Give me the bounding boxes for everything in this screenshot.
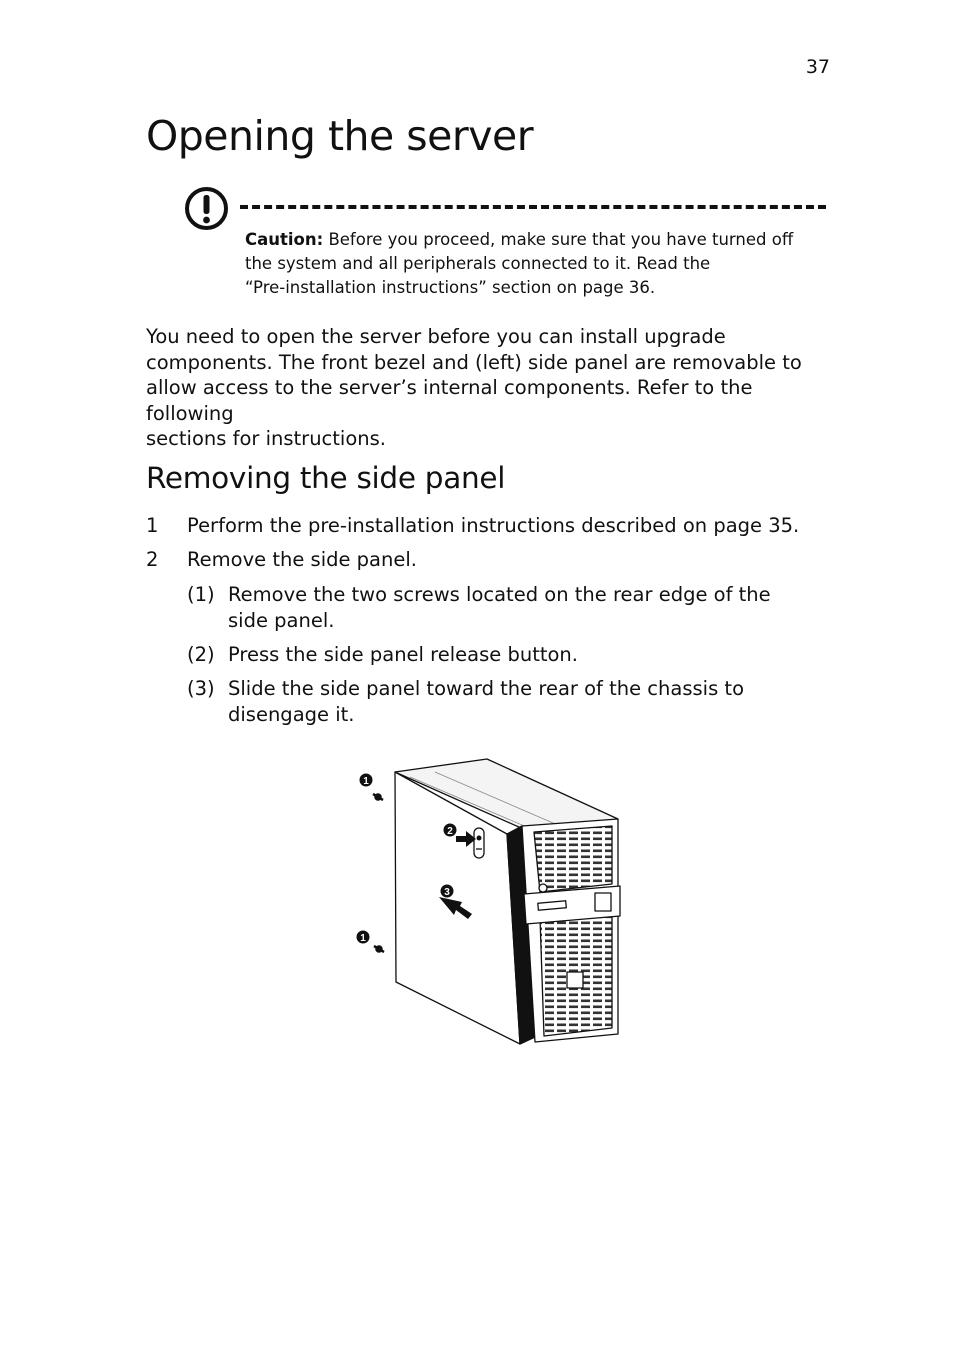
substep-number: (2) <box>187 643 215 666</box>
caution-divider <box>240 205 826 209</box>
page-title: Opening the server <box>146 112 534 160</box>
screw-icon <box>374 946 384 952</box>
screw-icon <box>373 794 383 800</box>
step-text: Perform the pre-installation instructions described on page 35. <box>187 514 800 537</box>
step-number: 1 <box>146 514 159 537</box>
intro-paragraph <box>146 324 846 452</box>
step-number: 2 <box>146 548 159 571</box>
step-item <box>146 513 846 539</box>
substep-text <box>228 582 771 633</box>
caution-label: Caution: <box>245 230 324 249</box>
substep-item <box>187 582 827 634</box>
exclamation-circle-icon <box>184 186 229 231</box>
substep-item <box>187 676 827 728</box>
step-item <box>146 547 846 573</box>
substep-line: disengage it. <box>228 702 355 726</box>
intro-line: You need to open the server before you can install upgrade <box>146 325 726 348</box>
substep-number: (1) <box>187 583 215 606</box>
intro-line: sections for instructions. <box>146 427 386 450</box>
substep-line: side panel. <box>228 608 335 632</box>
substep-number: (3) <box>187 677 215 700</box>
svg-text:2: 2 <box>447 826 453 837</box>
server-side-panel-illustration <box>340 752 630 1052</box>
intro-line: components. The front bezel and (left) side panel are removable to <box>146 350 802 374</box>
substep-item <box>187 642 827 668</box>
svg-text:1: 1 <box>360 933 366 944</box>
step-text: Remove the side panel. <box>187 548 417 571</box>
page-number: 37 <box>805 56 830 78</box>
section-heading: Removing the side panel <box>146 461 506 495</box>
intro-line: allow access to the server’s internal components. Refer to the following <box>146 376 753 425</box>
svg-text:3: 3 <box>444 887 450 898</box>
substep-text <box>228 676 744 727</box>
caution-text-line: “Pre-installation instructions” section on page 36. <box>245 278 656 297</box>
caution-text-line: Before you proceed, make sure that you have turned off <box>323 230 794 249</box>
callout-1 <box>360 774 373 788</box>
callout-1-lower <box>357 931 370 945</box>
svg-text:1: 1 <box>363 776 369 787</box>
substep-text: Press the side panel release button. <box>228 643 578 666</box>
caution-note <box>245 228 835 300</box>
substep-line: Slide the side panel toward the rear of the chassis to <box>228 677 745 700</box>
caution-text-line: the system and all peripherals connected to it. Read the <box>245 254 711 273</box>
substep-line: Remove the two screws located on the rear edge of the <box>228 583 771 606</box>
server-tower <box>395 759 620 1044</box>
